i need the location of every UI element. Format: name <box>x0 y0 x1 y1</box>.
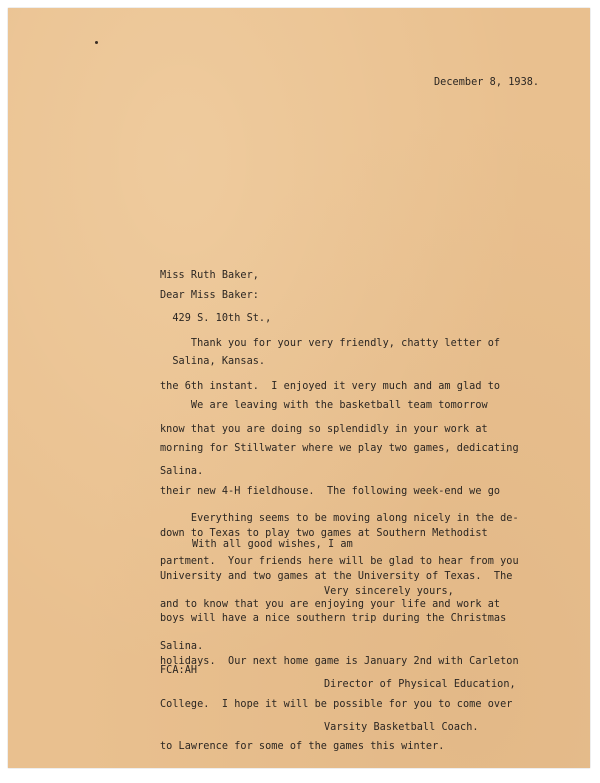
text-line: the 6th instant. I enjoyed it very much and am glad to <box>160 381 501 393</box>
typist-initials: FCA:AH <box>160 665 198 676</box>
text-line: We are leaving with the basketball team tomorrow <box>160 400 488 412</box>
salutation: Dear Miss Baker: <box>160 290 259 301</box>
signature-title <box>324 650 516 764</box>
text-line: holidays. Our next home game is January 2nd with Carleton <box>160 656 519 668</box>
title-line: Varsity Basketball Coach. <box>324 722 479 734</box>
text-line: their new 4-H fieldhouse. The following week-end we go <box>160 485 501 497</box>
text-line: and to know that you are enjoying your life and work at <box>160 598 501 610</box>
text-line: down to Texas to play two games at Southern Methodist <box>160 528 488 540</box>
text-line: morning for Stillwater where we play two games, dedicating <box>160 443 519 455</box>
recipient-name: Miss Ruth Baker, <box>160 270 259 282</box>
text-line: Thank you for your very friendly, chatty letter of <box>160 338 501 350</box>
letter-page <box>8 8 590 768</box>
valediction: Very sincerely yours, <box>324 586 454 597</box>
text-line: University and two games at the University of Texas. The <box>160 570 513 582</box>
recipient-street: 429 S. 10th St., <box>160 313 272 325</box>
recipient-city: Salina, Kansas. <box>160 355 266 367</box>
text-line: Everything seems to be moving along nicely in the de- <box>160 513 519 525</box>
text-line: College. I hope it will be possible for you to come over <box>160 698 513 710</box>
text-line: partment. Your friends here will be glad to hear from you <box>160 556 519 568</box>
title-line: Director of Physical Education, <box>324 679 516 691</box>
text-line: Salina. <box>160 466 204 478</box>
letter-date: December 8, 1938. <box>434 77 540 88</box>
paper-speck <box>95 41 98 44</box>
text-line: to Lawrence for some of the games this winter. <box>160 741 445 753</box>
text-line: know that you are doing so splendidly in your work at <box>160 423 488 435</box>
closing-line: With all good wishes, I am <box>192 539 353 550</box>
text-line: boys will have a nice southern trip during the Christmas <box>160 613 507 625</box>
text-line: Salina. <box>160 641 204 653</box>
